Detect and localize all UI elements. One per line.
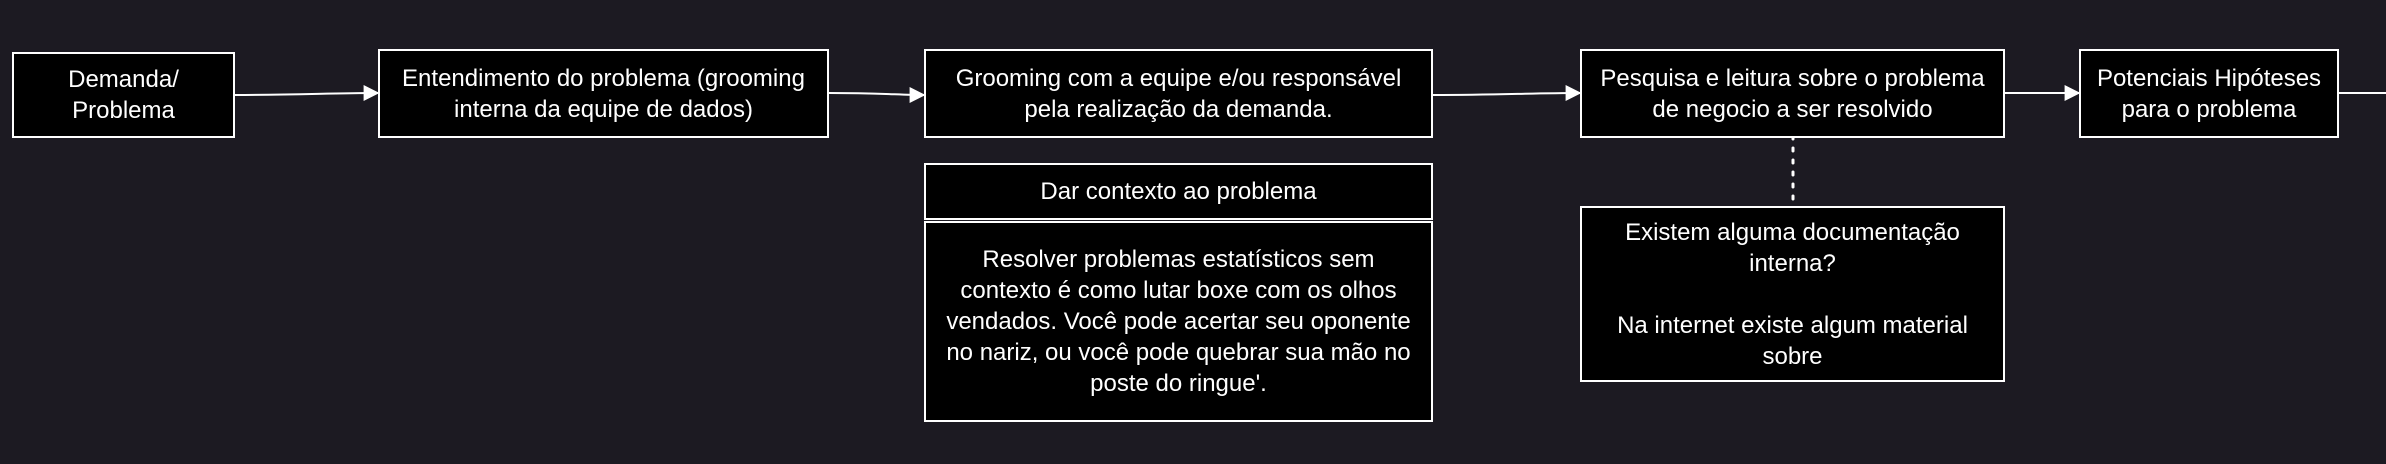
node-hipoteses[interactable] [2079, 49, 2339, 138]
node-demanda-label: Demanda/ Problema [68, 66, 179, 124]
node-documentacao-label: Existem alguma documentação interna? Na internet existe algum material sobre [1617, 218, 1968, 370]
node-contexto[interactable] [924, 163, 1433, 220]
node-grooming-label: Grooming com a equipe e/ou responsável pela realização da demanda. [955, 64, 1402, 123]
node-citacao[interactable] [924, 221, 1433, 422]
node-documentacao[interactable] [1580, 206, 2005, 382]
node-entendimento-label: Entendimento do problema (grooming interna da equipe de dados) [402, 64, 805, 123]
node-pesquisa[interactable] [1580, 49, 2005, 138]
node-citacao-label: Resolver problemas estatísticos sem contexto é como lutar boxe com os olhos vendados. Você pode acertar seu oponente no nariz, ou você pode quebrar sua mão no poste do ringue'. [946, 246, 1411, 397]
arrow-demanda-to-entendimento [235, 93, 378, 95]
node-contexto-label: Dar contexto ao problema [1040, 178, 1317, 205]
node-demanda[interactable] [12, 52, 235, 138]
node-entendimento[interactable] [378, 49, 829, 138]
node-pesquisa-label: Pesquisa e leitura sobre o problema de negocio a ser resolvido [1600, 64, 1985, 123]
arrow-entendimento-to-grooming [829, 93, 924, 95]
arrow-grooming-to-pesquisa [1433, 93, 1580, 95]
node-hipoteses-label: Potenciais Hipóteses para o problema [2096, 64, 2322, 123]
node-grooming[interactable] [924, 49, 1433, 138]
